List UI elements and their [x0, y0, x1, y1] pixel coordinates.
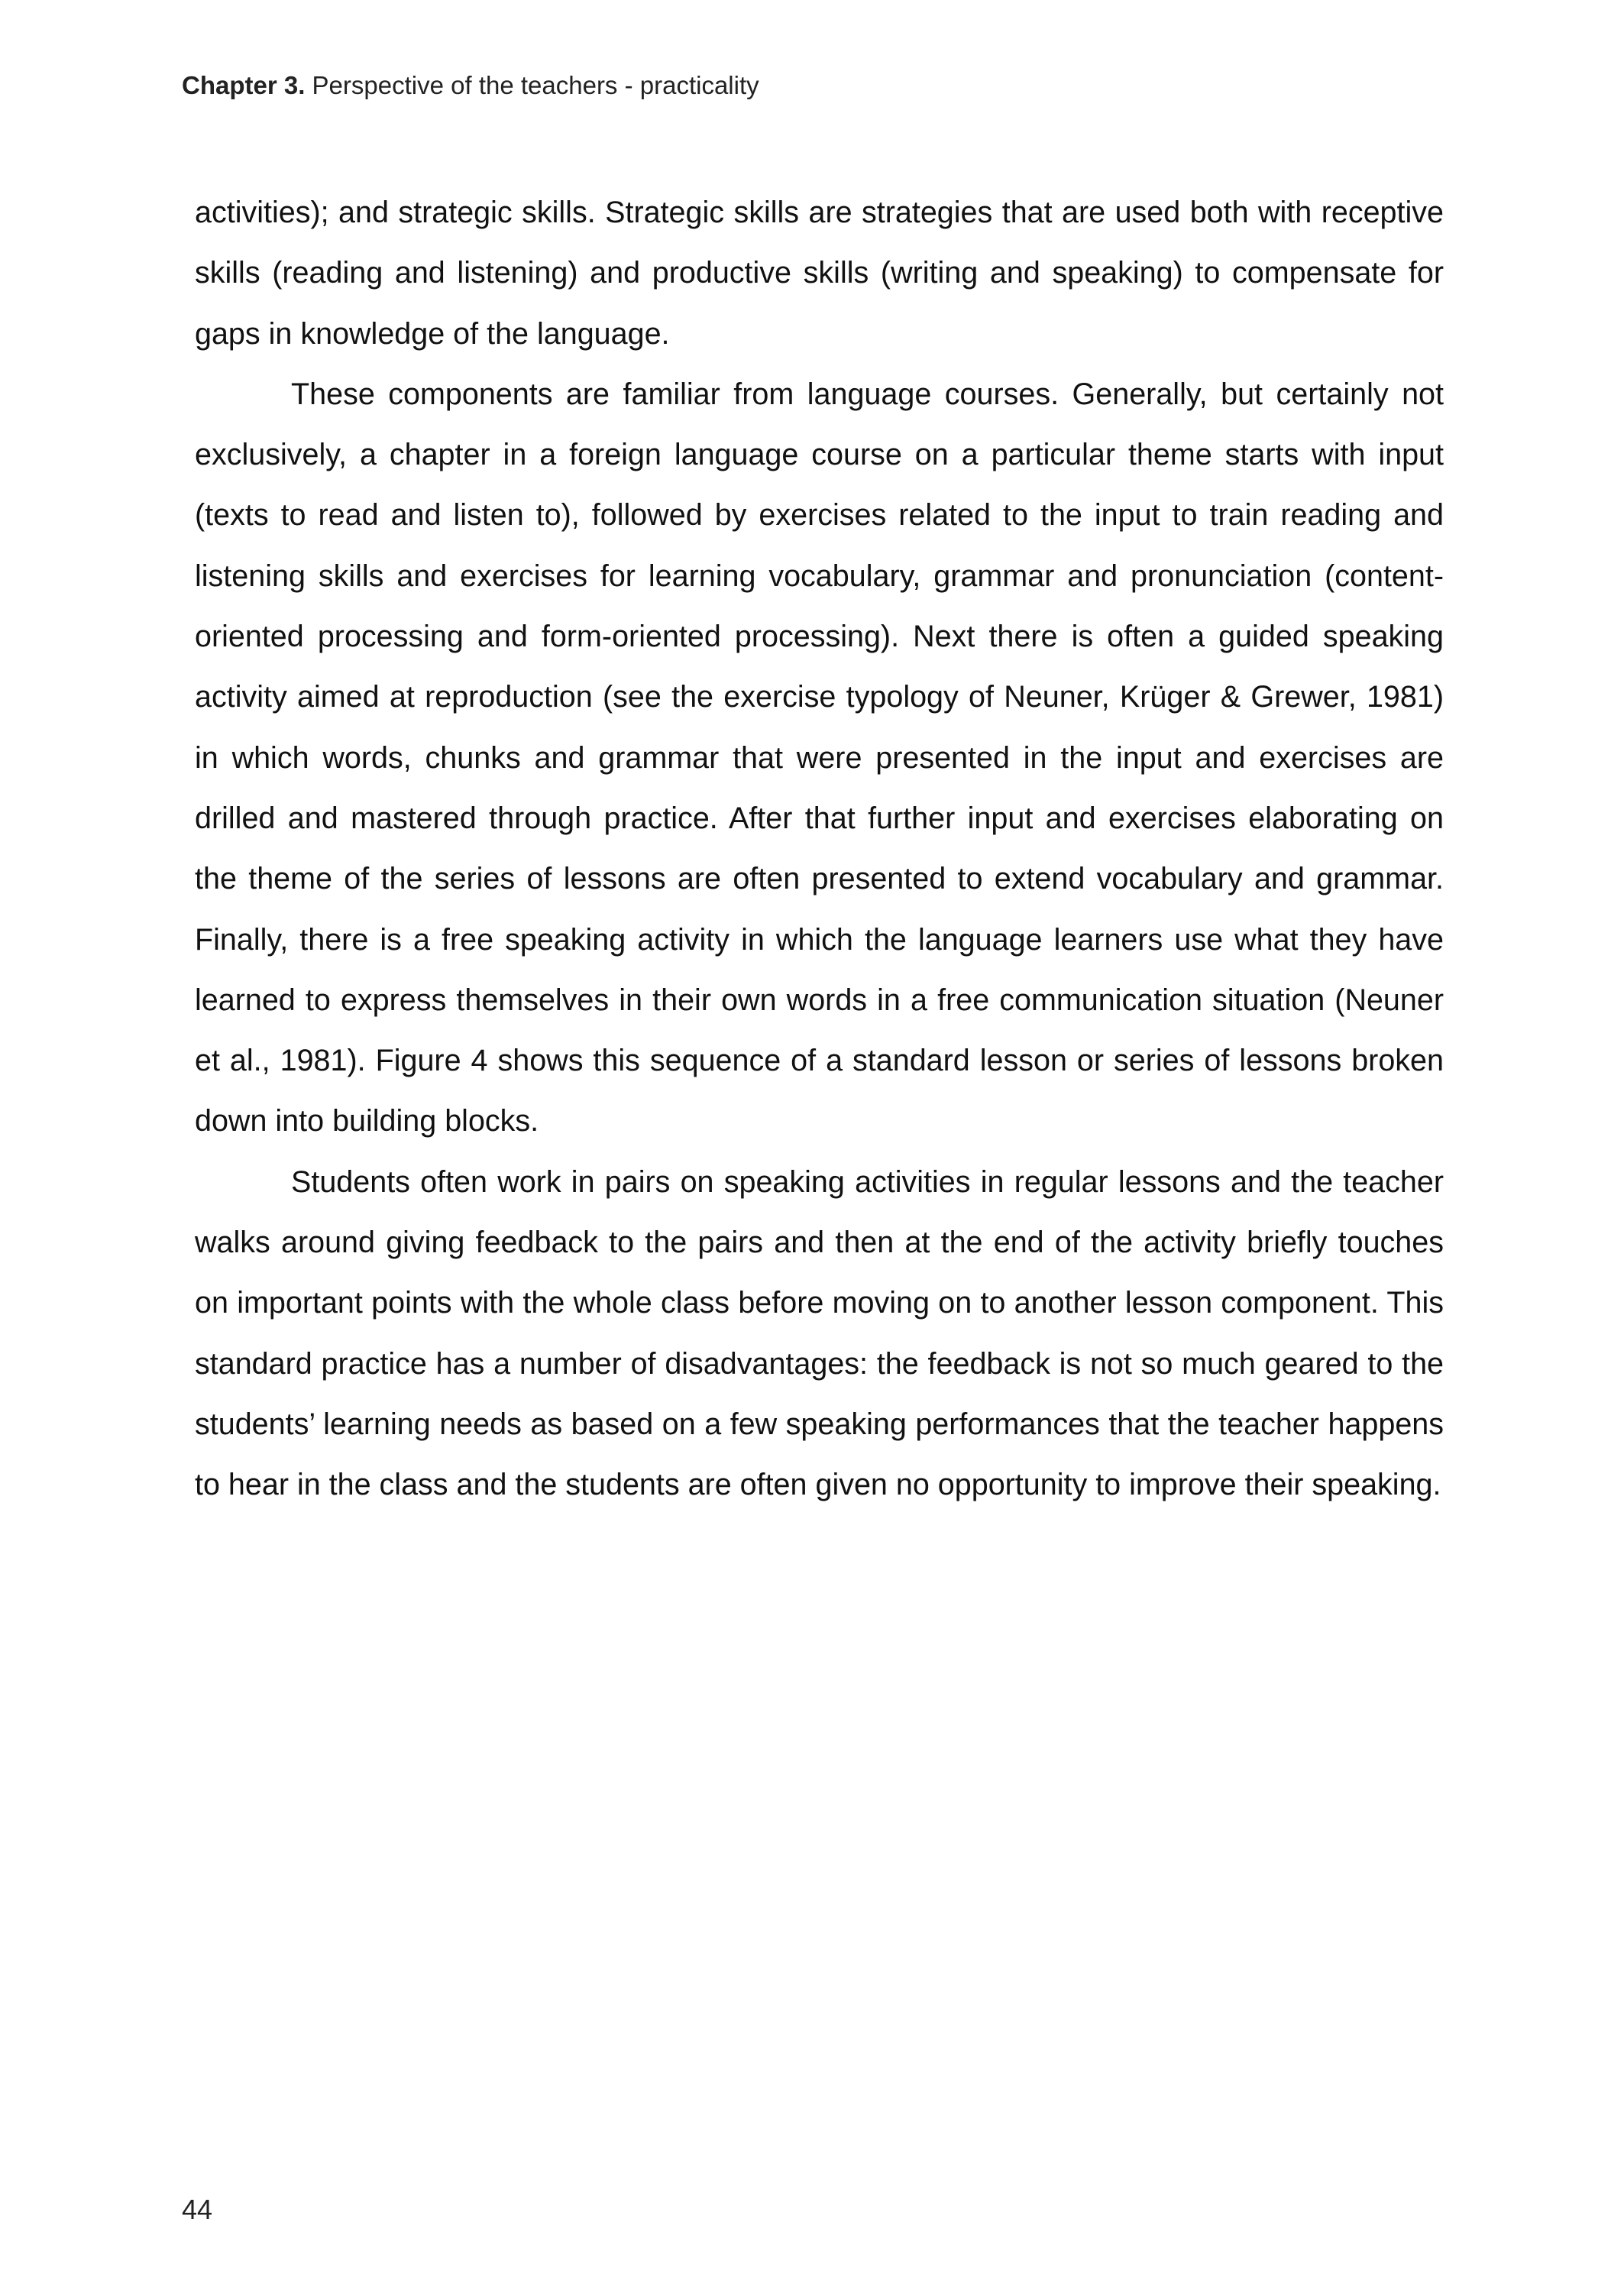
paragraph: These components are familiar from language courses. Generally, but certainly not exclusively, a chapter in a foreign language course on a particular theme starts with input (texts to read and listen to), followed by exercises related to the input to train reading and listening skills and exercises for learning vocabulary, grammar and pronunciation (content-oriented processing and form-oriented processing). Next there is often a guided speaking activity aimed at reproduction (see the exercise typology of Neuner, Krüger & Grewer, 1981) in which words, chunks and grammar that were presented in the input and exercises are drilled and mastered through practice. After that further input and exercises elaborating on the theme of the series of lessons are often presented to extend vocabulary and grammar. Finally, there is a free speaking activity in which the language learners use what they have learned to express themselves in their own words in a free communication situation (Neuner et al., 1981). Figure 4 shows this sequence of a standard lesson or series of lessons broken down into building blocks. [195, 377, 1444, 1138]
running-header [182, 67, 759, 104]
page-number: 44 [182, 2194, 213, 2225]
chapter-title: Perspective of the teachers - practicality [305, 71, 759, 99]
paragraph: Students often work in pairs on speaking activities in regular lessons and the teacher walks around giving feedback to the pairs and then at the end of the activity briefly touches on important points with the whole class before moving on to another lesson component. This standard practice has a number of disadvantages: the feedback is not so much geared to the students’ learning needs as based on a few speaking performances that the teacher happens to hear in the class and the students are often given no opportunity to improve their speaking. [195, 1164, 1444, 1502]
chapter-number: Chapter 3. [182, 71, 306, 99]
paragraph: activities); and strategic skills. Strategic skills are strategies that are used both with receptive skills (reading and listening) and productive skills (writing and speaking) to compensate for gaps in knowledge of the language. [195, 196, 1444, 351]
body-text [195, 183, 1444, 1516]
